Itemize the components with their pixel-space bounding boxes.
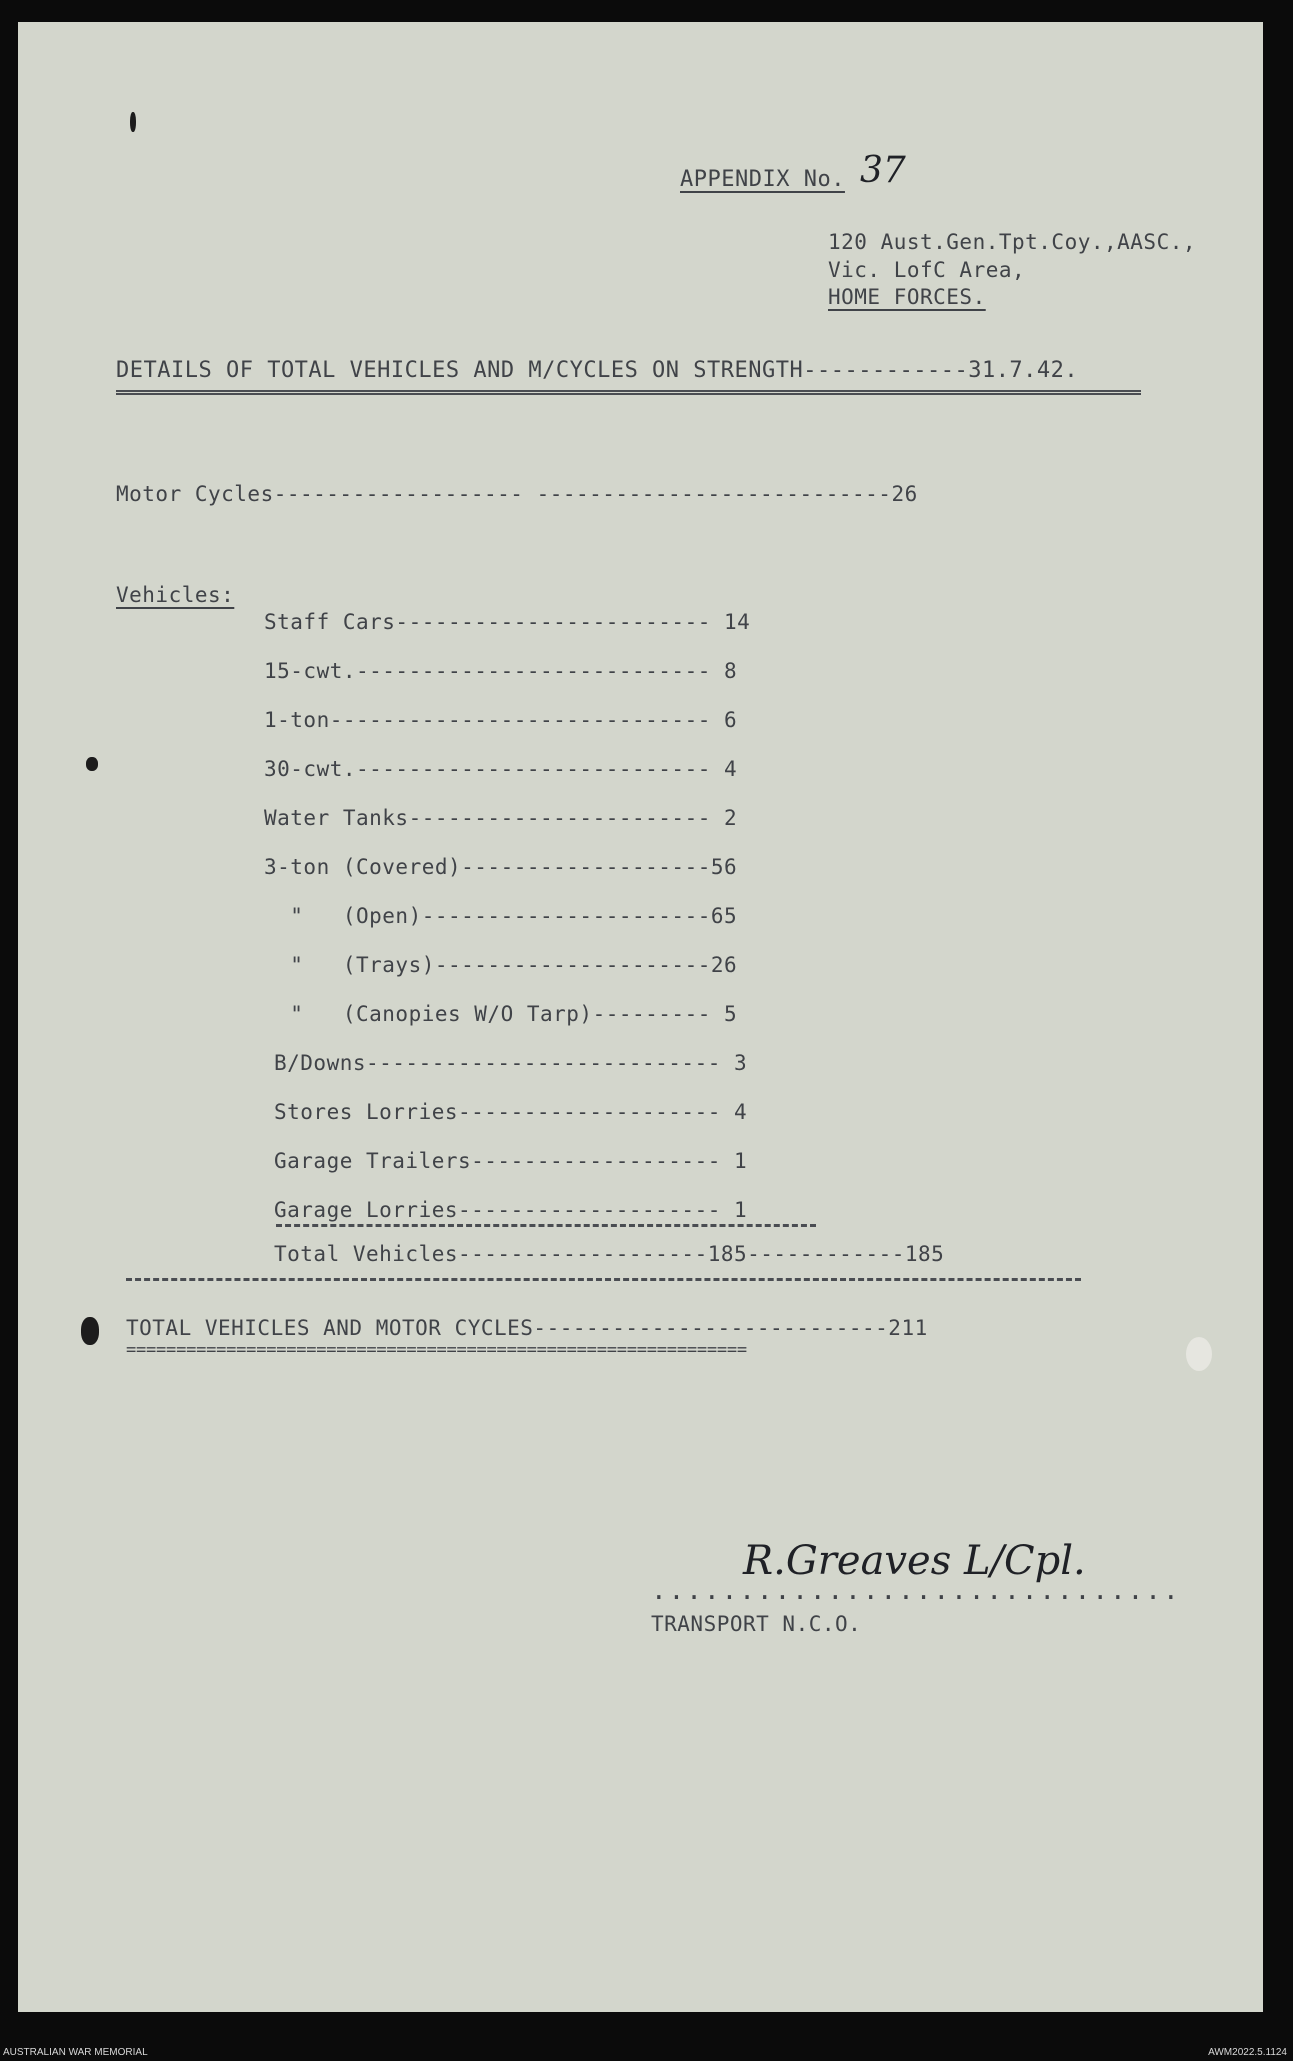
document-heading: DETAILS OF TOTAL VEHICLES AND M/CYCLES ON STRENGTH------------31.7.42. bbox=[116, 358, 1079, 383]
appendix-label: APPENDIX No. bbox=[680, 167, 845, 192]
footer-left: AUSTRALIAN WAR MEMORIAL bbox=[3, 2047, 148, 2058]
heading-rule bbox=[116, 390, 1141, 395]
vehicle-line: " (Trays)---------------------26 bbox=[264, 953, 738, 977]
vehicle-line: B/Downs--------------------------- 3 bbox=[274, 1051, 748, 1075]
unit-line-1: 120 Aust.Gen.Tpt.Coy.,AASC., bbox=[828, 230, 1197, 254]
archive-footer bbox=[0, 2045, 1293, 2061]
vehicle-line: 30-cwt.--------------------------- 4 bbox=[264, 757, 738, 781]
vehicle-line: " (Open)----------------------65 bbox=[264, 904, 738, 928]
unit-line-3: HOME FORCES. bbox=[828, 285, 986, 309]
unit-line-2: Vic. LofC Area, bbox=[828, 258, 1026, 282]
vehicle-line: Staff Cars------------------------ 14 bbox=[264, 610, 751, 634]
vehicle-line: " (Canopies W/O Tarp)--------- 5 bbox=[264, 1002, 738, 1026]
ink-blot bbox=[81, 1317, 99, 1345]
footer-right: AWM2022.5.1124 bbox=[1208, 2047, 1287, 2058]
total-vehicles-line: Total Vehicles-------------------185------------185 bbox=[274, 1242, 945, 1266]
vehicle-line: Garage Trailers------------------- 1 bbox=[274, 1149, 748, 1173]
vehicle-line: Garage Lorries-------------------- 1 bbox=[274, 1198, 748, 1222]
vehicle-line: 15-cwt.--------------------------- 8 bbox=[264, 659, 738, 683]
vehicle-line: Water Tanks----------------------- 2 bbox=[264, 806, 738, 830]
grand-total-line: TOTAL VEHICLES AND MOTOR CYCLES---------------------------211 bbox=[126, 1316, 928, 1340]
document-page bbox=[18, 22, 1263, 2012]
appendix-number: 37 bbox=[860, 150, 906, 191]
ink-mark-middle bbox=[86, 757, 98, 771]
subtotal-rule bbox=[276, 1224, 816, 1227]
signature-title: TRANSPORT N.C.O. bbox=[651, 1612, 862, 1636]
motor-cycles-line: Motor Cycles------------------- ---------------------------26 bbox=[116, 482, 918, 506]
paper-hole bbox=[1186, 1337, 1212, 1371]
double-rule: ============================================================== bbox=[126, 1340, 747, 1360]
vehicle-line: 1-ton----------------------------- 6 bbox=[264, 708, 738, 732]
total-rule bbox=[126, 1278, 1081, 1281]
signature-dots: .............................. bbox=[651, 1576, 1181, 1606]
vehicles-label: Vehicles: bbox=[116, 583, 235, 607]
ink-mark-top bbox=[130, 112, 136, 132]
signature: R.Greaves L/Cpl. bbox=[743, 1538, 1086, 1584]
vehicle-line: Stores Lorries-------------------- 4 bbox=[274, 1100, 748, 1124]
vehicle-line: 3-ton (Covered)-------------------56 bbox=[264, 855, 738, 879]
